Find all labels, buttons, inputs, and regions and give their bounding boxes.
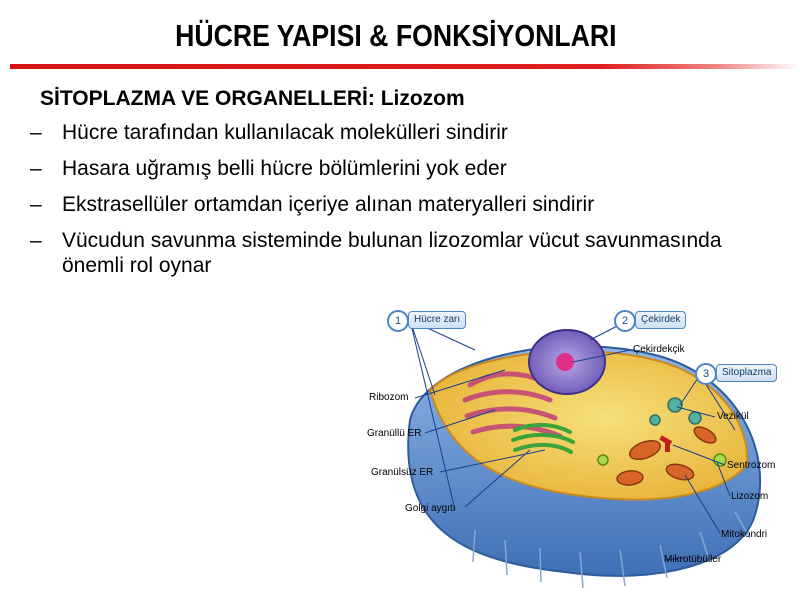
label-vezikul: Vezikül <box>717 411 749 422</box>
cell-diagram <box>355 300 800 600</box>
callout-number: 2 <box>614 310 636 332</box>
bullet-text: Hasara uğramış belli hücre bölümlerini yok eder <box>62 157 507 180</box>
callout-label: Hücre zarı <box>408 311 466 329</box>
bullet-dash: – <box>30 193 42 216</box>
bullet-item <box>30 156 770 181</box>
nucleolus <box>556 353 574 371</box>
heading-prefix: SİTOPLAZMA VE ORGANELLERİ: <box>40 87 381 110</box>
heading-topic: Lizozom <box>380 87 465 110</box>
section-heading <box>40 87 465 111</box>
label-mitokondri: Mitokondri <box>721 529 768 540</box>
label-granullu-er: Granüllü ER <box>367 428 422 439</box>
label-sentrozom: Sentrozom <box>727 460 776 471</box>
bullet-list <box>30 120 770 289</box>
bullet-dash: – <box>30 157 42 180</box>
label-mikrotubuller: Mikrotübüller <box>664 554 722 565</box>
callout-number: 1 <box>387 310 409 332</box>
label-lizozom: Lizozom <box>731 491 769 502</box>
label-ribozom: Ribozom <box>369 392 409 403</box>
slide-title: HÜCRE YAPISI & FONKSİYONLARI <box>175 18 617 53</box>
bullet-item <box>30 228 770 278</box>
callout-number: 3 <box>695 363 717 385</box>
bullet-dash: – <box>30 121 42 144</box>
callout-label: Çekirdek <box>635 311 686 329</box>
cell-illustration <box>355 300 800 600</box>
label-granulsuz-er: Granülsüz ER <box>371 467 434 478</box>
label-cekirdekcik: Çekirdekçik <box>633 344 685 355</box>
label-golgi: Golgi aygıtı <box>405 503 456 514</box>
bullet-text: Hücre tarafından kullanılacak molekülleri sindirir <box>62 121 508 144</box>
title-divider <box>10 64 800 69</box>
bullet-dash: – <box>30 229 42 252</box>
bullet-text: Ekstrasellüler ortamdan içeriye alınan materyalleri sindirir <box>62 193 595 216</box>
bullet-item <box>30 120 770 145</box>
callout-label: Sitoplazma <box>716 364 777 382</box>
bullet-text: Vücudun savunma sisteminde bulunan lizozomlar vücut savunmasında önemli rol oynar <box>62 229 722 277</box>
bullet-item <box>30 192 770 217</box>
